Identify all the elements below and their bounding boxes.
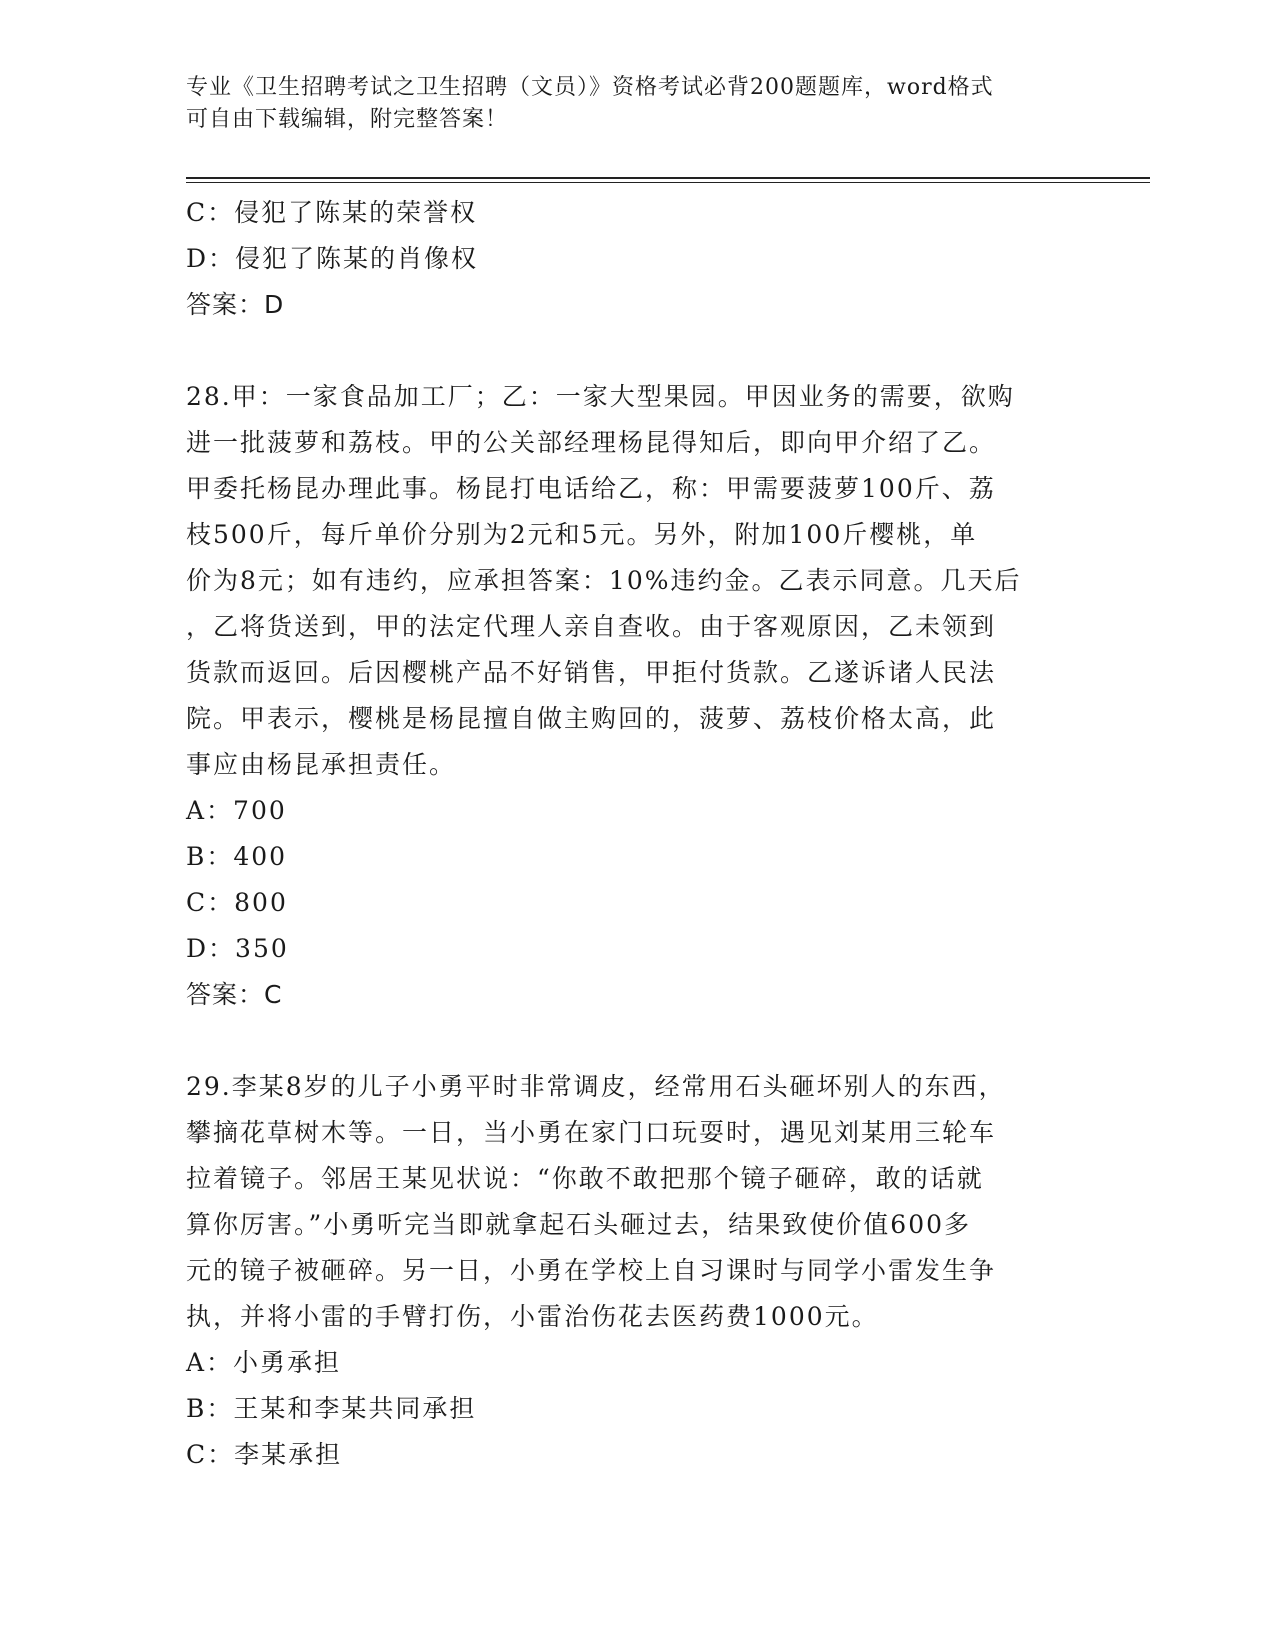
option-b: B：王某和李某共同承担: [186, 1394, 477, 1423]
question-stem-line: 28.甲：一家食品加工厂；乙：一家大型果园。甲因业务的需要，欲购: [186, 382, 1015, 411]
option-c: C：李某承担: [186, 1440, 343, 1469]
question-stem-line: 院。甲表示，樱桃是杨昆擅自做主购回的，菠萝、荔枝价格太高，此: [186, 704, 997, 733]
page-content: [186, 190, 1066, 1478]
header-title-line-1: 专业《卫生招聘考试之卫生招聘（文员）》资格考试必背200题题库，word格式: [186, 75, 994, 100]
question-stem-line: 进一批菠萝和荔枝。甲的公关部经理杨昆得知后，即向甲介绍了乙。: [186, 428, 997, 457]
option-b: B：400: [186, 842, 288, 871]
question-stem-line: 元的镜子被砸碎。另一日，小勇在学校上自习课时与同学小雷发生争: [186, 1256, 997, 1285]
question-stem-line: 攀摘花草树木等。一日，当小勇在家门口玩耍时，遇见刘某用三轮车: [186, 1118, 997, 1147]
question-stem-line: 甲委托杨昆办理此事。杨昆打电话给乙，称：甲需要菠萝100斤、荔: [186, 474, 996, 503]
answer-line: 答案：D: [186, 290, 285, 319]
question-stem-line: 事应由杨昆承担责任。: [186, 750, 457, 779]
question-28: [186, 374, 1066, 1018]
header-rule-thin: [186, 182, 1150, 183]
option-c: C：800: [186, 888, 288, 917]
header-rule-thick: [186, 177, 1150, 179]
question-stem-line: 29.李某8岁的儿子小勇平时非常调皮，经常用石头砸坏别人的东西，: [186, 1072, 1006, 1101]
previous-question-tail: [186, 190, 1066, 328]
option-d: D：350: [186, 934, 289, 963]
spacer: [186, 1018, 1066, 1064]
option-d: D：侵犯了陈某的肖像权: [186, 244, 479, 273]
question-stem-line: 执，并将小雷的手臂打伤，小雷治伤花去医药费1000元。: [186, 1302, 879, 1331]
option-a: A：700: [186, 796, 287, 825]
question-stem-line: 算你厉害。”小勇听完当即就拿起石头砸过去，结果致使价值600多: [186, 1210, 972, 1239]
document-header: [186, 72, 1066, 136]
answer-line: 答案：C: [186, 980, 283, 1009]
question-stem-line: 价为8元；如有违约，应承担答案：10%违约金。乙表示同意。几天后: [186, 566, 1022, 595]
question-stem-line: 货款而返回。后因樱桃产品不好销售，甲拒付货款。乙遂诉诸人民法: [186, 658, 997, 687]
question-stem-line: 枝500斤，每斤单价分别为2元和5元。另外，附加100斤樱桃，单: [186, 520, 978, 549]
option-c: C：侵犯了陈某的荣誉权: [186, 198, 478, 227]
header-title-line-2: 可自由下载编辑，附完整答案！: [186, 107, 509, 132]
option-a: A：小勇承担: [186, 1348, 342, 1377]
question-stem-line: ，乙将货送到，甲的法定代理人亲自查收。由于客观原因，乙未领到: [186, 612, 997, 641]
question-29: [186, 1064, 1066, 1478]
spacer: [186, 328, 1066, 374]
question-stem-line: 拉着镜子。邻居王某见状说：“你敢不敢把那个镜子砸碎，敢的话就: [186, 1164, 984, 1193]
